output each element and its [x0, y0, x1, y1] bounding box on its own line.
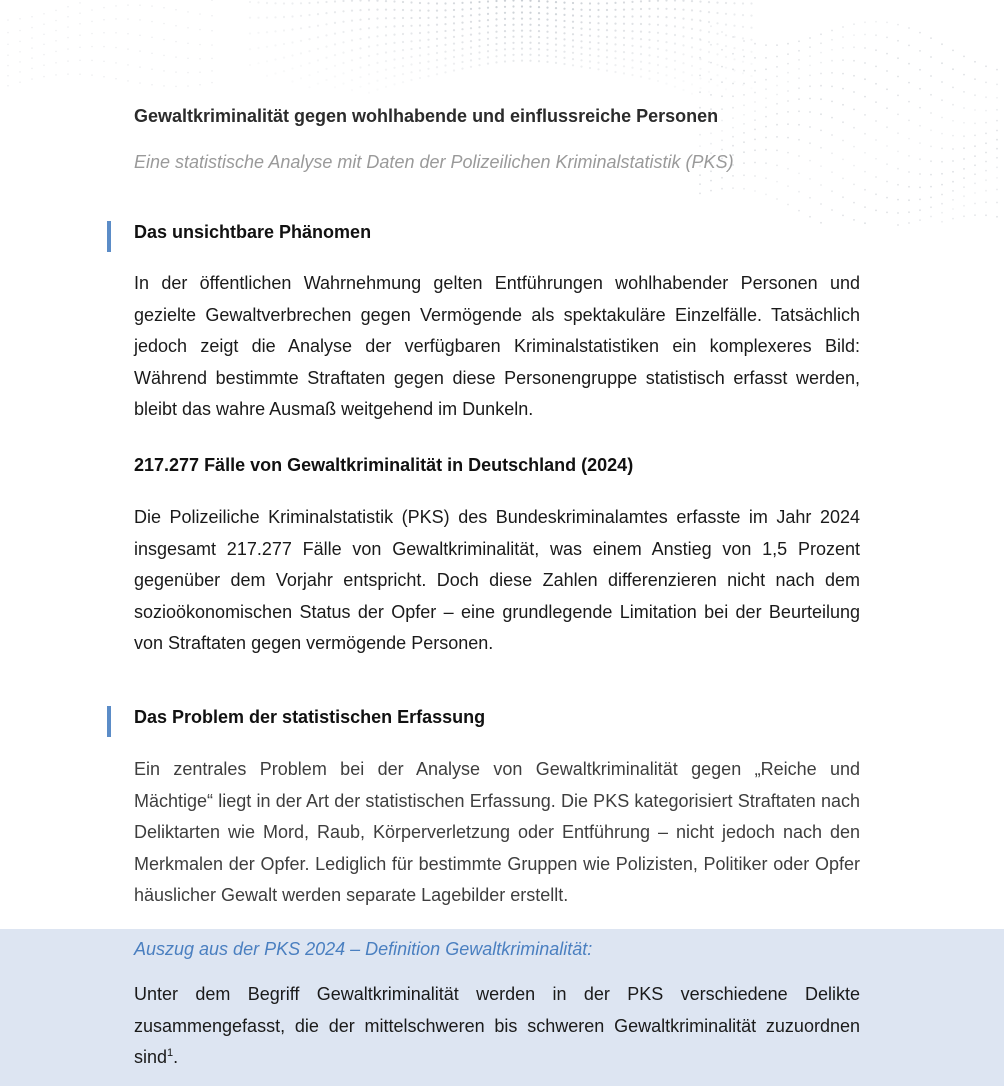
paragraph-statistics-problem: Ein zentrales Problem bei der Analyse von Gewaltkriminalität gegen „Reiche und Mächtige“ liegt in der Art der statistischen Erfassung. Die PKS kategorisiert Straftaten nach Deliktarten wie Mord, Raub, Körperverletzung oder Entführung – nicht jedoch nach den Merkmalen der Opfer. Lediglich für bestimmte Gruppen wie Polizisten, Politiker oder Opfer häuslicher Gewalt werden separate Lagebilder erstellt. — [134, 759, 860, 905]
section-accent-bar — [107, 706, 111, 737]
excerpt-end: . — [173, 1047, 179, 1067]
subheading-case-count: 217.277 Fälle von Gewaltkriminalität in Deutschland (2024) — [134, 455, 634, 475]
section-accent-bar — [107, 221, 111, 252]
excerpt-body: Unter dem Begriff Gewaltkriminalität werden in der PKS verschiedene Delikte zusammengefasst, die der mittelschweren bis schweren Gewaltkriminalität zuzuordnen sind — [134, 984, 860, 1067]
section-heading-phenomenon: Das unsichtbare Phänomen — [134, 222, 372, 242]
paragraph-pks-statistics: Die Polizeiliche Kriminalstatistik (PKS) des Bundeskriminalamtes erfasste im Jahr 2024 insgesamt 217.277 Fälle von Gewaltkriminalität, was einem Anstieg von 1,5 Prozent gegenüber dem Vorjahr entspricht. Doch diese Zahlen differenzieren nicht nach dem sozioökonomischen Status der Opfer – eine grundlegende Limitation bei der Beurteilung von Straftaten gegen vermögende Personen. — [134, 507, 860, 653]
section-heading-statistics-problem: Das Problem der statistischen Erfassung — [134, 707, 486, 727]
footnote-marker[interactable]: 1 — [167, 1047, 174, 1059]
excerpt-text — [134, 979, 860, 1074]
excerpt-title: Auszug aus der PKS 2024 – Definition Gewaltkriminalität: — [134, 939, 593, 959]
document-title: Gewaltkriminalität gegen wohlhabende und einflussreiche Personen — [134, 106, 719, 126]
document-subtitle: Eine statistische Analyse mit Daten der Polizeilichen Kriminalstatistik (PKS) — [134, 152, 734, 172]
paragraph-phenomenon: In der öffentlichen Wahrnehmung gelten Entführungen wohlhabender Personen und gezielte Gewaltverbrechen gegen Vermögende als spektakuläre Einzelfälle. Tatsächlich jedoch zeigt die Analyse der verfügbaren Kriminalstatistiken ein komplexeres Bild: Während bestimmte Straftaten gegen diese Personengruppe statistisch erfasst werden, bleibt das wahre Ausmaß weitgehend im Dunkeln. — [134, 273, 860, 419]
